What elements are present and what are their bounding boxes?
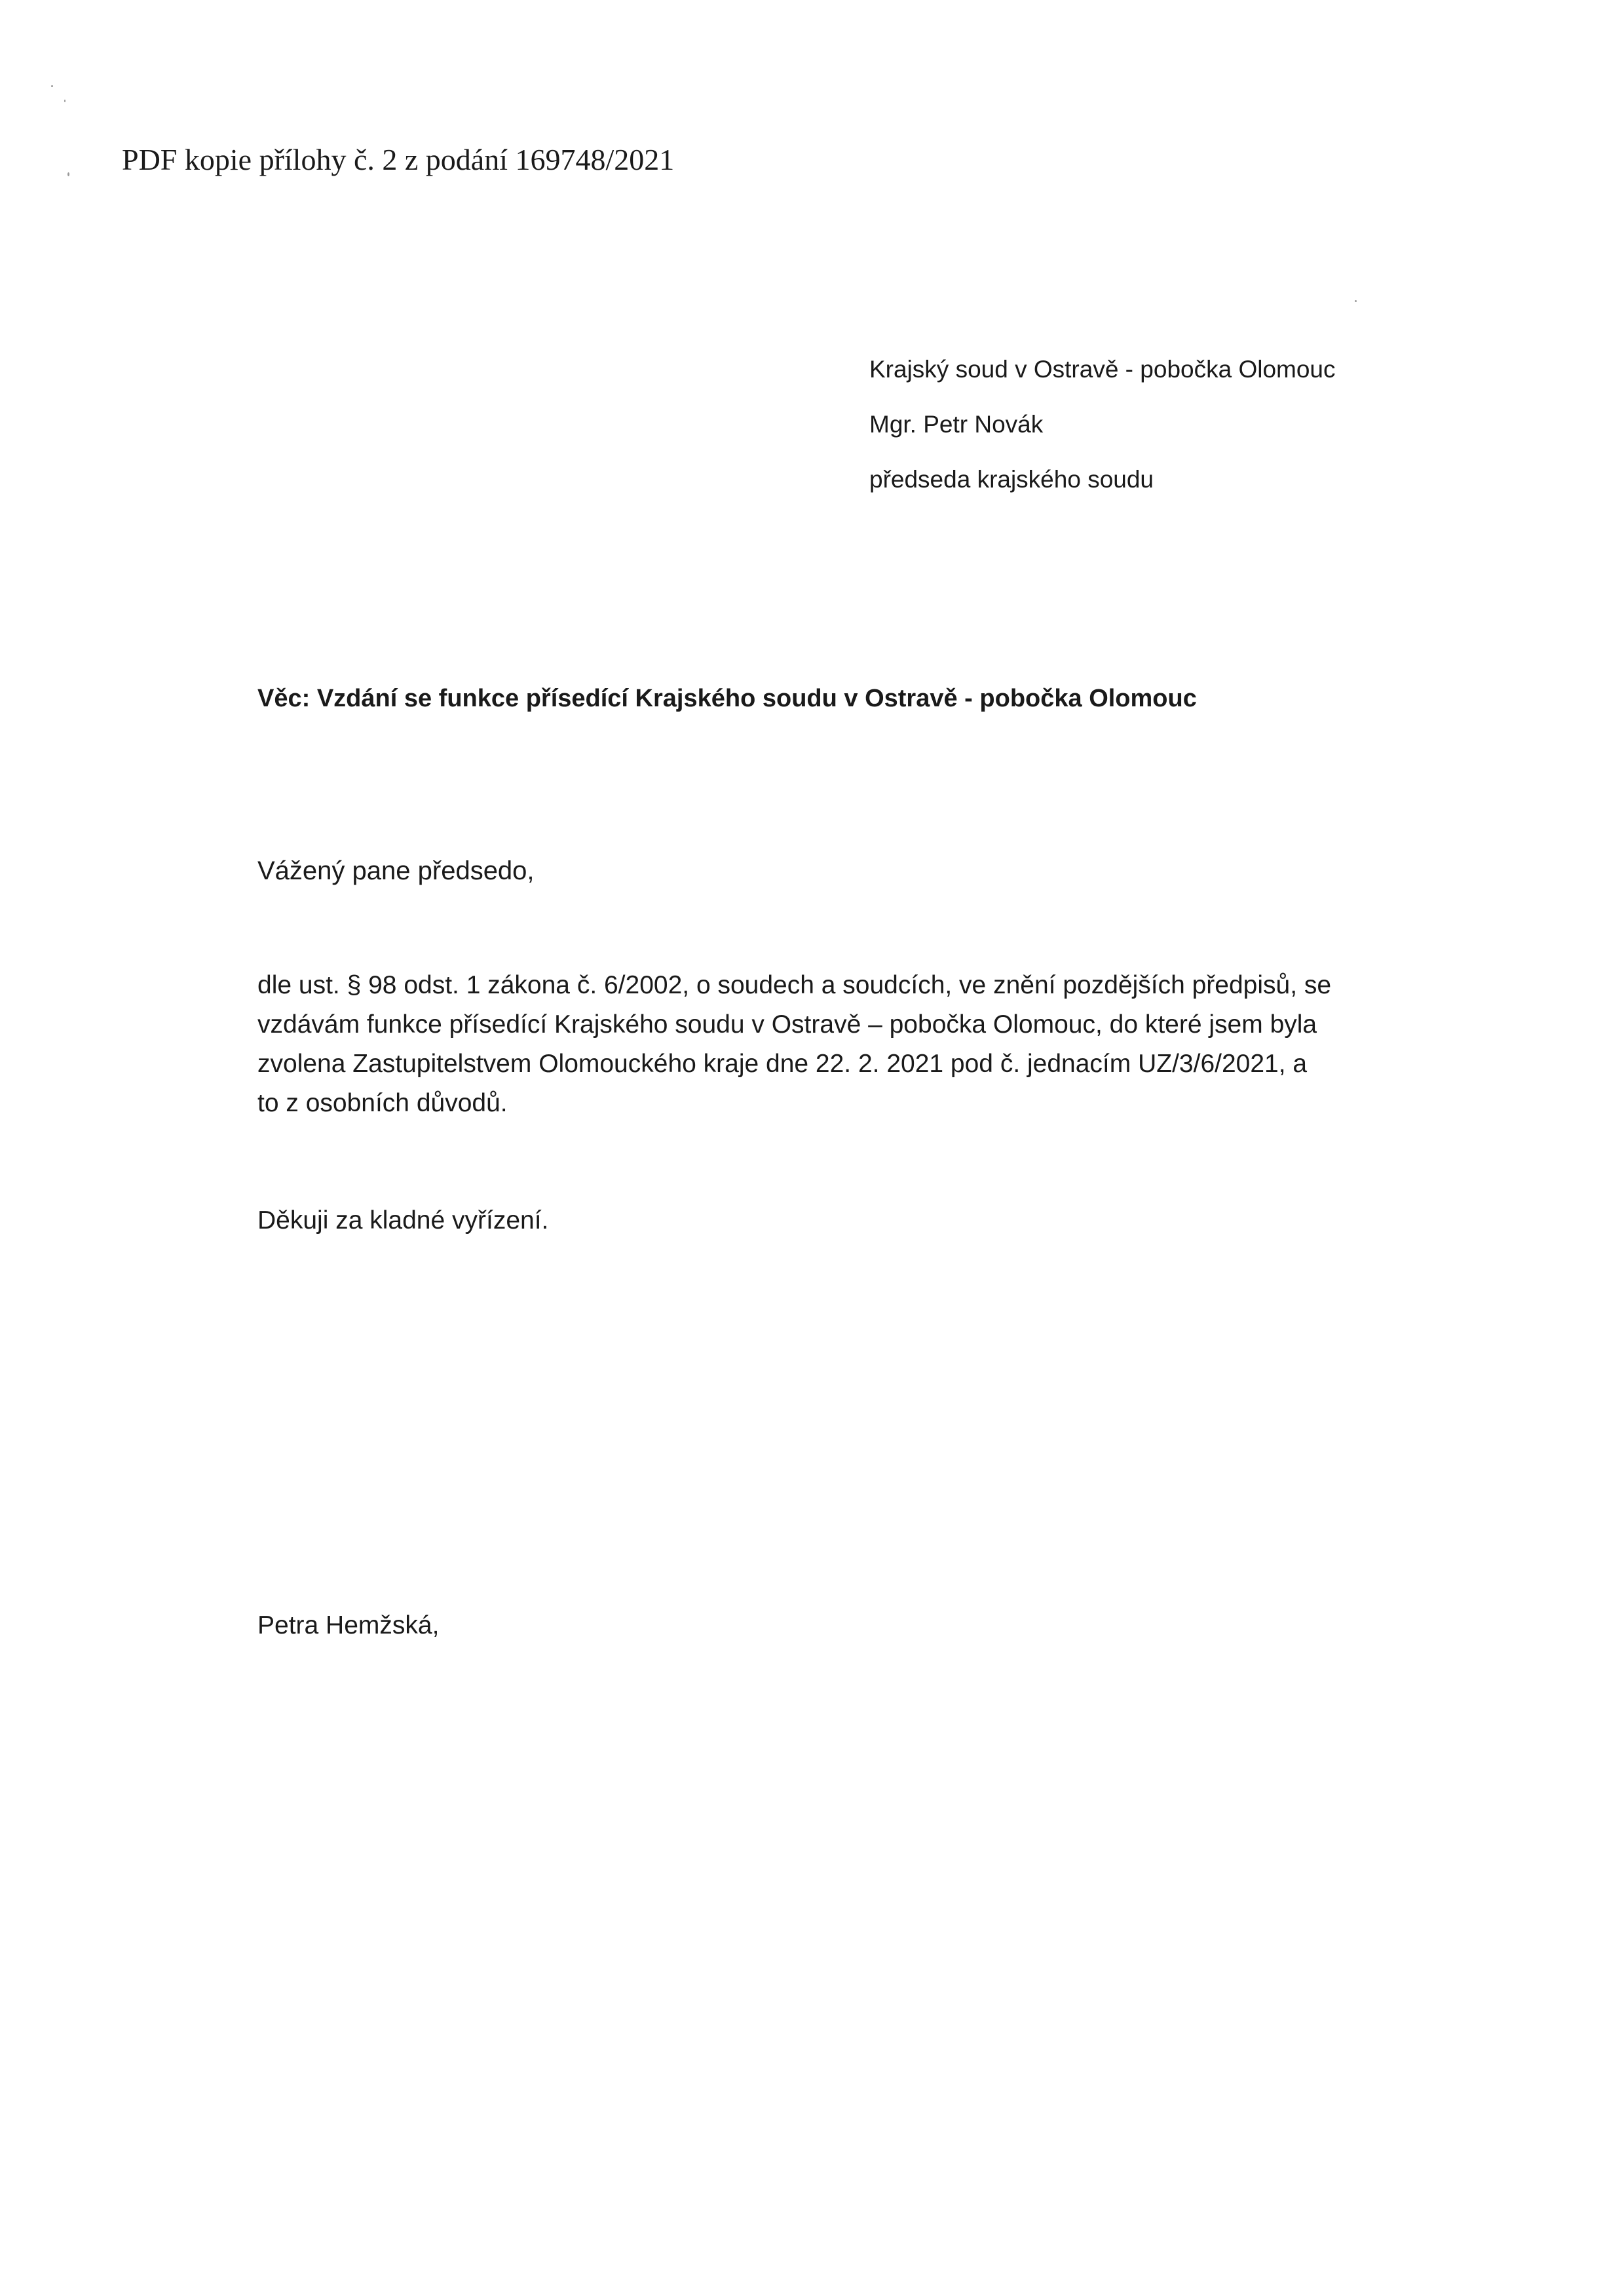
letter-body — [257, 966, 1384, 1123]
scan-speck — [64, 100, 66, 102]
recipient-court: Krajský soud v Ostravě - pobočka Olomouc — [869, 356, 1336, 383]
body-line: vzdávám funkce přísedící Krajského soudu v Ostravě – pobočka Olomouc, do které jsem byla — [257, 1010, 1317, 1039]
body-line: dle ust. § 98 odst. 1 zákona č. 6/2002, o soudech a soudcích, ve znění pozdějších předpisů, se — [257, 971, 1332, 999]
scan-speck — [1355, 300, 1357, 302]
attachment-header: PDF kopie přílohy č. 2 z podání 169748/2021 — [122, 143, 675, 176]
body-line: to z osobních důvodů. — [257, 1089, 508, 1117]
signature-name: Petra Hemžská, — [257, 1611, 440, 1639]
scan-speck — [67, 172, 69, 176]
letter-closing: Děkuji za kladné vyřízení. — [257, 1206, 549, 1234]
letter-salutation: Vážený pane předsedo, — [257, 856, 535, 885]
recipient-address-block — [869, 353, 1336, 518]
letter-subject: Věc: Vzdání se funkce přísedící Krajského soudu v Ostravě - pobočka Olomouc — [257, 685, 1197, 712]
scan-speck — [51, 85, 53, 87]
body-line: zvolena Zastupitelstvem Olomouckého kraje dne 22. 2. 2021 pod č. jednacím UZ/3/6/2021, a — [257, 1050, 1308, 1078]
recipient-title: předseda krajského soudu — [869, 466, 1154, 493]
recipient-name: Mgr. Petr Novák — [869, 411, 1044, 438]
